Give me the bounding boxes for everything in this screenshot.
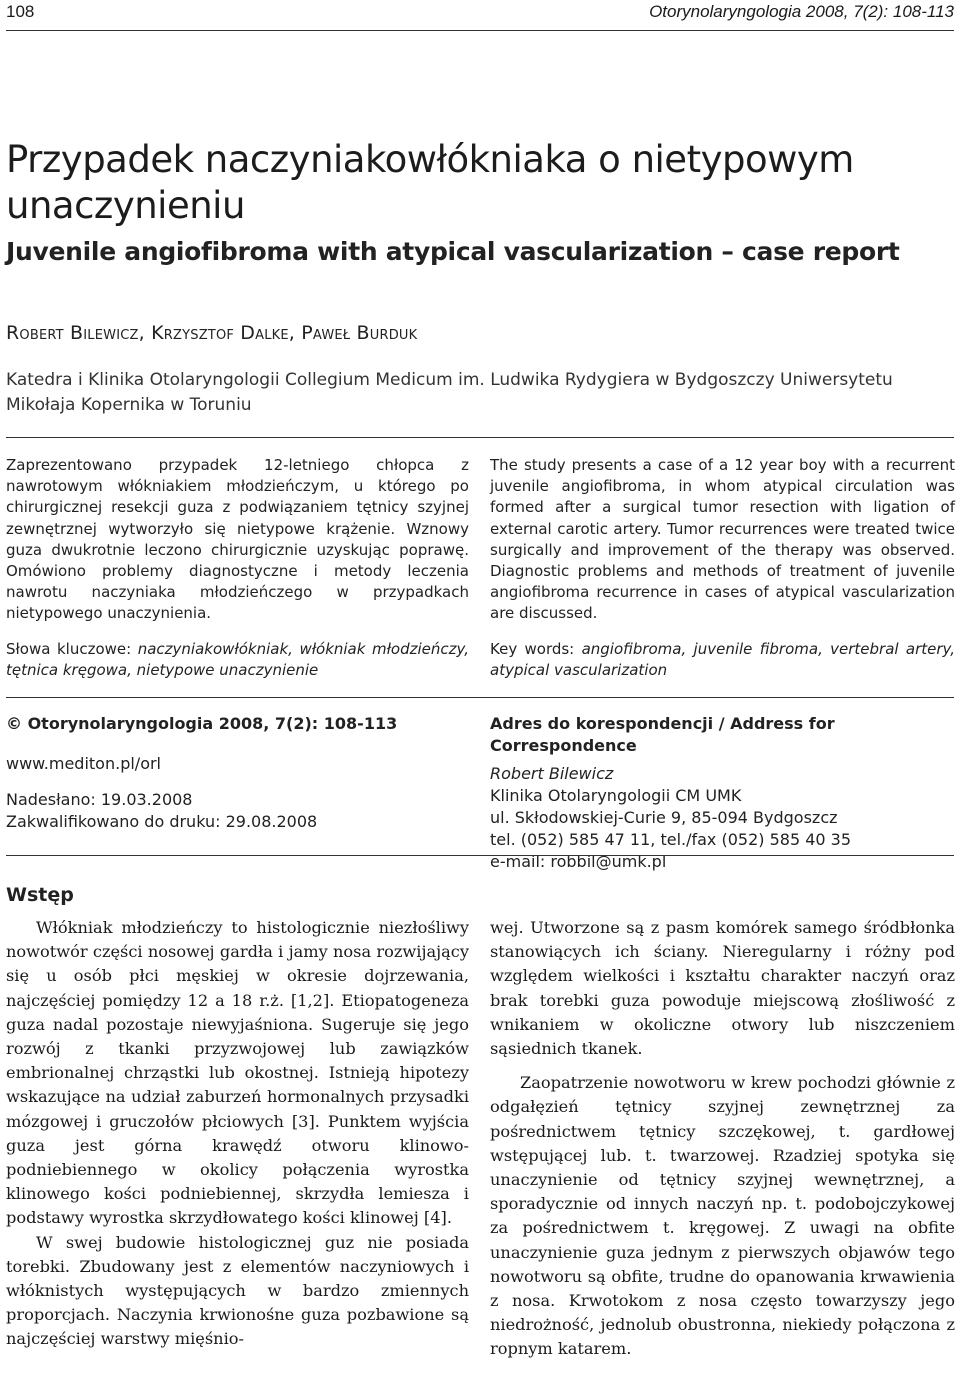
- accepted-date: Zakwalifikowano do druku: 29.08.2008: [6, 812, 318, 831]
- keywords-english: [490, 639, 955, 681]
- article-subtitle: Juvenile angiofibroma with atypical vascularization – case report: [6, 237, 900, 266]
- intro-paragraph-2: W swej budowie histologicznej guz nie posiada torebki. Zbudowany jest z elementów naczyniowych i włóknistych występujących w bardzo zmiennych proporcjach. Naczynia krwionośne guza pozbawione są najczęściej warstwy mięśnio-: [6, 1232, 469, 1349]
- correspondence-phone: tel. (052) 585 47 11, tel./fax (052) 585 40 35: [490, 830, 852, 849]
- abstract-top-rule: [6, 437, 954, 438]
- body-top-rule: [6, 855, 954, 856]
- keywords-polish-list: naczyniakowłókniak, włókniak młodzieńczy, tętnica kręgowa, nietypowe unaczynienie: [6, 639, 469, 679]
- body-left-column: [6, 916, 469, 1352]
- page-number: 108: [6, 2, 35, 21]
- correspondence-street: ul. Skłodowskiej-Curie 9, 85-094 Bydgoszcz: [490, 808, 838, 827]
- keywords-polish: [6, 639, 469, 681]
- abstract-english: [490, 455, 955, 681]
- correspondence-institution: Klinika Otolaryngologii CM UMK: [490, 786, 742, 805]
- section-heading-intro: Wstęp: [6, 884, 74, 906]
- journal-website-link[interactable]: www.mediton.pl/orl: [6, 754, 161, 773]
- correspondence-block: [490, 713, 955, 873]
- keywords-english-list: angiofibroma, juvenile fibroma, vertebral artery, atypical vascularization: [490, 639, 955, 679]
- copyright-line: © Otorynolaryngologia 2008, 7(2): 108-113: [6, 714, 398, 733]
- intro-paragraph-3: Zaopatrzenie nowotworu w krew pochodzi głównie z odgałęzień tętnicy szyjnej zewnętrznej za pośrednictwem tętnicy szczękowej, t. gardłowej wstępującej lub. t. twarzowej. Rzadziej spotyka się unaczynienie od tętnicy szyjnej wewnętrznej, a sporadycznie od innych naczyń np. t. podobojczykowej za pośrednictwem t. kręgowej. Z uwagi na obfite unaczynienie guza jednym z pierwszych objawów tego nowotworu są obfite, trudne do opanowania krwawienia z nosa. Krwotokom z nosa często towarzyszy jego niedrożność, jednolub obustronna, niekiedy połączona z ropnym katarem.: [490, 1073, 955, 1359]
- correspondence-heading: Adres do korespondencji / Address for Correspondence: [490, 714, 835, 755]
- received-date: Nadesłano: 19.03.2008: [6, 790, 193, 809]
- abstract-polish: [6, 455, 469, 681]
- intro-paragraph-2-continued: wej. Utworzone są z pasm komórek samego śródbłonka stanowiących ich ściany. Nieregularny i różny pod względem wielkości i kształtu charakter naczyń oraz brak torebki guza powoduje miejscową złośliwość z wnikaniem w okoliczne otwory lub niszczeniem sąsiednich tkanek.: [490, 918, 955, 1059]
- correspondence-email[interactable]: e-mail: robbil@umk.pl: [490, 852, 667, 871]
- body-right-column: [490, 916, 955, 1362]
- running-header: [6, 2, 954, 24]
- publication-info: [6, 713, 466, 833]
- intro-paragraph-1: Włókniak młodzieńczy to histologicznie niezłośliwy nowotwór części nosowej gardła i jamy nosa rozwijający się u osób płci męskiej w okresie dojrzewania, najczęściej pomiędzy 12 a 18 r.ż. [1,2]. Etiopatogeneza guza nadal pozostaje niewyjaśniona. Sugeruje się jego rozwój z tkanki przyzwojowej lub zawiązków embrionalnej chrząstki lub okostnej. Istnieją hipotezy wskazujące na udział zaburzeń hormonalnych przysadki mózgowej i gruczołów płciowych [3]. Punktem wyjścia guza jest górna krawędź otworu klinowo-podniebiennego w okolicy połączenia wyrostka klinowego kości podniebiennej, skrzydła lemiesza i podstawy wyrostka skrzydłowatego kości klinowej [4].: [6, 918, 469, 1228]
- abstract-english-text: The study presents a case of a 12 year boy with a recurrent juvenile angiofibroma, in whom atypical circulation was formed after a surgical tumor resection with ligation of external carotic artery. Tumor recurrences were treated twice surgically and improvement of the therapy was observed. Diagnostic problems and methods of treatment of juvenile angiofibroma recurrence in cases of atypical vascularization are discussed.: [490, 456, 955, 623]
- journal-citation: Otorynolaryngologia 2008, 7(2): 108-113: [649, 2, 954, 21]
- article-title: Przypadek naczyniakowłókniaka o nietypowym unaczynieniu: [6, 138, 854, 227]
- authors: Robert Bilewicz, Krzysztof Dalke, Paweł Burduk: [6, 322, 418, 344]
- header-rule: [6, 30, 954, 31]
- correspondence-name: Robert Bilewicz: [490, 764, 614, 783]
- abstract-bottom-rule: [6, 697, 954, 698]
- abstract-polish-text: Zaprezentowano przypadek 12-letniego chłopca z nawrotowym włókniakiem młodzieńczym, u którego po chirurgicznej resekcji guza z podwiązaniem tętnicy szyjnej zewnętrznej wytworzyło się nietypowe krążenie. Wznowy guza dwukrotnie leczono chirurgicznie uzyskując poprawę. Omówiono problemy diagnostyczne i metody leczenia nawrotu naczyniaka młodzieńczego w przypadkach nietypowego unaczynienia.: [6, 456, 469, 623]
- keywords-polish-label: Słowa kluczowe:: [6, 639, 132, 658]
- affiliation: Katedra i Klinika Otolaryngologii Collegium Medicum im. Ludwika Rydygiera w Bydgoszczy Uniwersytetu Mikołaja Kopernika w Toruniu: [6, 370, 893, 415]
- keywords-english-label: Key words:: [490, 639, 575, 658]
